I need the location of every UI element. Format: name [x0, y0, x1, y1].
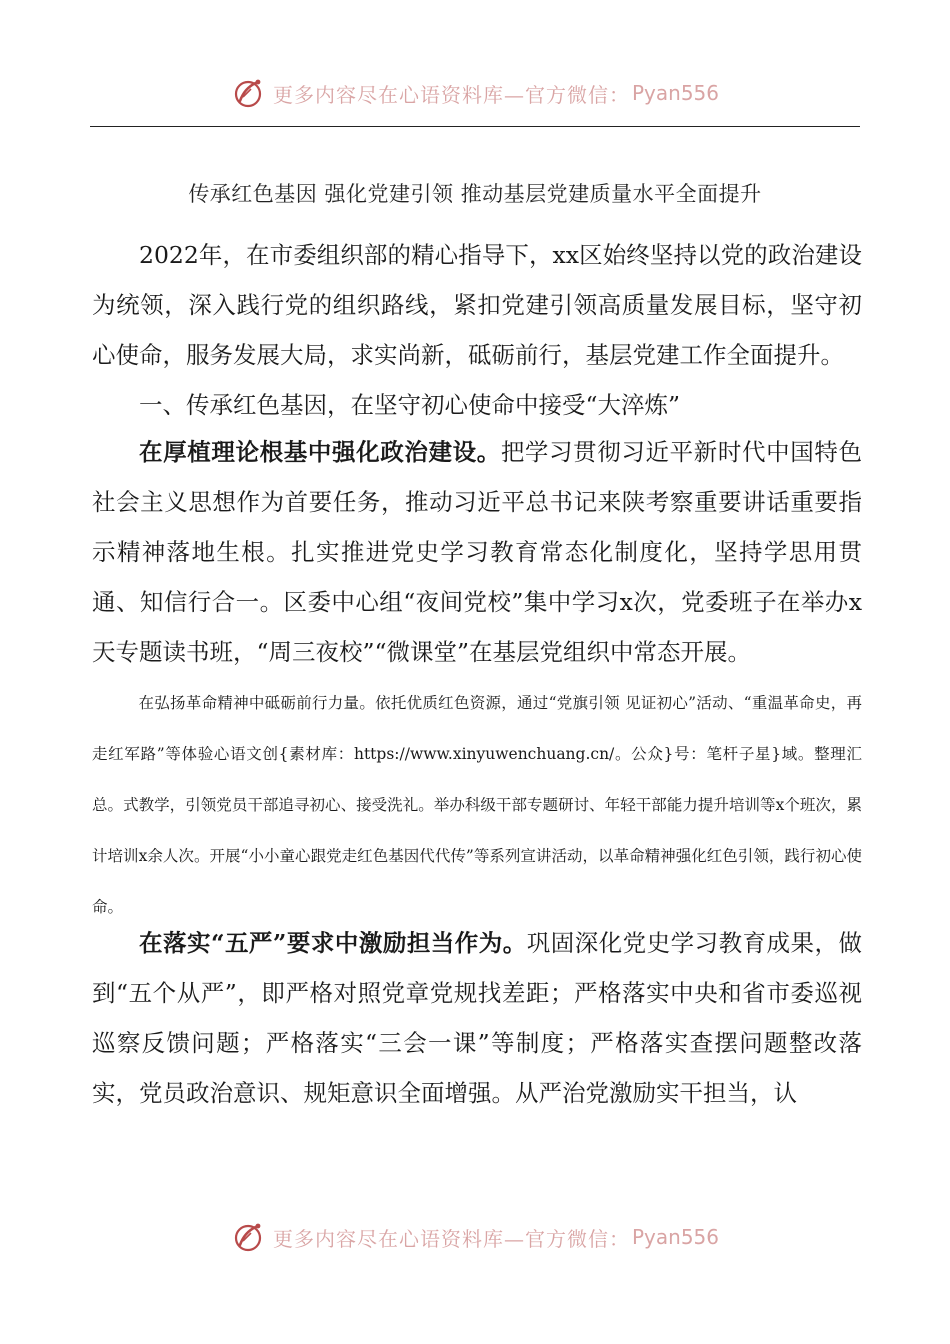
wechat-id: Pyan556	[631, 1225, 719, 1249]
header-divider	[90, 126, 860, 127]
section-heading: 一、传承红色基因，在坚守初心使命中接受“大淬炼”	[139, 391, 681, 419]
banner-text: 更多内容尽在心语资料库—官方微信：	[272, 82, 630, 107]
paragraph-body: 巩固深化党史学习教育成果，做到“五个从严”，即严格对照党章党规找差距；严格落实中央和省市委巡视巡察反馈问题；严格落实“三会一课”等制度；严格落实查摆问题整改落实，党员政治意识、规矩意识全面增强。从严治党激励实干担当，认	[92, 929, 862, 1107]
paragraph-revolutionary-spirit: 在弘扬革命精神中砥砺前行力量。依托优质红色资源，通过“党旗引领 见证初心”活动、“重温革命史，再走红军路”等体验心语文创{素材库：https://www.xinyuwenchuang.cn/。公众}号：笔杆子星}域。整理汇总。式教学，引领党员干部追寻初心、接受洗礼。举办科级干部专题研讨、年轻干部能力提升培训等x个班次，累计培训x余人次。开展“小小童心跟党走红色基因代代传”等系列宣讲活动，以革命精神强化红色引领，践行初心使命。	[92, 694, 862, 916]
paragraph-political-building	[92, 427, 862, 677]
paragraph-body: 把学习贯彻习近平新时代中国特色社会主义思想作为首要任务，推动习近平总书记来陕考察重要讲话重要指示精神落地生根。扎实推进党史学习教育常态化制度化，坚持学思用贯通、知信行合一。区委中心组“夜间党校”集中学习x次，党委班子在举办x天专题读书班，“周三夜校”“微课堂”在基层党组织中常态开展。	[92, 438, 863, 666]
banner-text: 更多内容尽在心语资料库—官方微信：	[272, 1226, 630, 1251]
footer-banner	[0, 1212, 950, 1262]
paragraph-lead: 在厚植理论根基中强化政治建设。	[139, 438, 501, 466]
header-banner	[0, 68, 950, 118]
paragraph-lead: 在落实“五严”要求中激励担当作为。	[139, 929, 527, 957]
paragraph-five-strict	[92, 918, 862, 1118]
logo-icon	[231, 1219, 267, 1255]
logo-icon	[231, 75, 267, 111]
intro-paragraph: 2022年，在市委组织部的精心指导下，xx区始终坚持以党的政治建设为统领，深入践行党的组织路线，紧扣党建引领高质量发展目标，坚守初心使命，服务发展大局，求实尚新，砥砺前行，基层党建工作全面提升。	[92, 241, 862, 369]
document-title: 传承红色基因 强化党建引领 推动基层党建质量水平全面提升	[188, 182, 762, 206]
wechat-id: Pyan556	[631, 81, 719, 105]
